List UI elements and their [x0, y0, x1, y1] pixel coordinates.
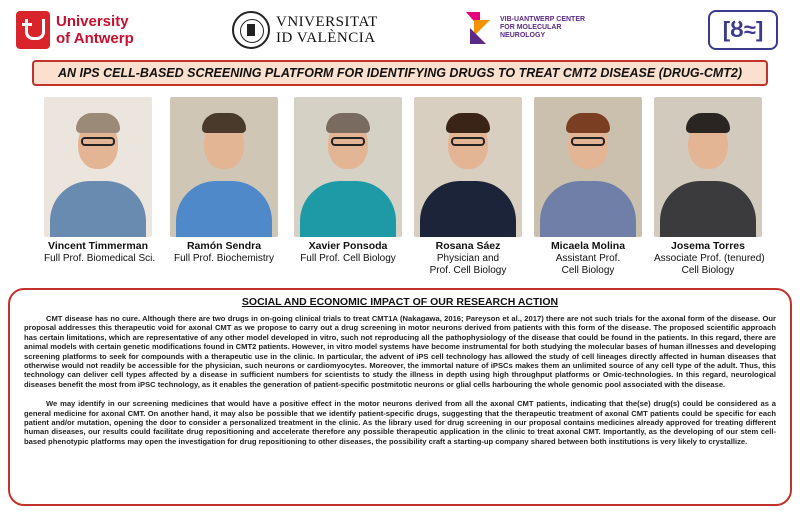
person-photo — [414, 97, 522, 237]
person-photo — [654, 97, 762, 237]
person-name: Vincent Timmerman — [48, 240, 148, 252]
person-card — [414, 97, 522, 277]
impact-heading: SOCIAL AND ECONOMIC IMPACT OF OUR RESEARCH ACTION — [241, 296, 559, 308]
antwerp-logo-line-2: of Antwerp — [56, 30, 134, 47]
impact-paragraph-1: CMT disease has no cure. Although there are two drugs in on-going clinical trials to treat CMT1A (Nakagawa, 2016; Pareyson et al., 2017) there are not such trials for the axonal form of the disease. Our proposal addresses this therapeutic void for axonal CMT as we propose to carry out a drug screening in motor neurons derived from patients with this form of the disease. The proposed scientific approach has certain limitations, which are representative of any other model developed in vitro, such not reproducing all the pathophysiology of the disease that could be found in the patients. In this regard, there are animal models with certain genetic modifications found in CMT2 patients. However, in vitro model systems have become instrumental for both studying the molecular bases of human illnesses and developing screening platforms to seek for compounds with a therapeutic use in the clinic. In particular, the advent of iPS cell technology has allowed the study of cell lineages directly affected in human diseases that otherwise would not readily be accessible for the physician, such neurons or cardiomyocytes. Moreover, the immortal nature of iPSCs makes them an unlimited source of any cell type of the adult. Thus, this technology can deliver cell types affected by a disease in sufficient numbers for scientists to study the illness in depth using high throughput platforms or Omic-technologies. In this regard, neurological diseases benefit the most from iPSC technology, as it enables the generation of patient-specific postmitotic neurons or glial cells harbouring the whole genomic pool associated with the disease. — [24, 314, 776, 389]
person-role: Physician and — [436, 253, 500, 264]
person-role: Full Prof. Biochemistry — [173, 253, 275, 264]
title-banner — [32, 60, 768, 86]
person-role: Cell Biology — [681, 265, 735, 276]
person-name: Xavier Ponsoda — [308, 240, 388, 252]
person-card — [170, 97, 278, 265]
antwerp-logo-line-1: University — [56, 13, 129, 30]
person-card — [44, 97, 156, 265]
person-name: Rosana Sáez — [435, 240, 501, 252]
person-photo — [534, 97, 642, 237]
universitat-valencia-logo — [232, 8, 378, 52]
person-role: Assistant Prof. — [555, 253, 621, 264]
university-of-antwerp-logo — [16, 8, 134, 52]
person-photo — [294, 97, 402, 237]
vib-logo-line-1: VIB-UANTWERP CENTER — [500, 16, 586, 23]
person-card — [534, 97, 642, 277]
vib-logo-line-3: NEUROLOGY — [500, 32, 546, 39]
person-role: Associate Prof. (tenured) — [654, 253, 765, 264]
person-role: Cell Biology — [561, 265, 615, 276]
person-name: Micaela Molina — [550, 240, 626, 252]
vib-uantwerp-logo — [466, 6, 585, 50]
valencia-seal-icon — [232, 11, 270, 49]
person-role: Prof. Cell Biology — [429, 265, 507, 276]
valencia-logo-line-2: ID VALÈNCIA — [276, 30, 376, 46]
person-name: Josema Torres — [671, 240, 745, 252]
vib-logo-icon — [466, 12, 494, 44]
vib-logo-line-2: FOR MOLECULAR — [500, 24, 562, 31]
person-card — [294, 97, 402, 265]
brain-symbol-logo — [708, 10, 778, 50]
person-photo — [44, 97, 152, 237]
valencia-logo-line-1: VNIVERSITAT — [276, 14, 378, 30]
brain-symbol-icon: [ȣ≈] — [722, 17, 764, 42]
person-role: Full Prof. Biomedical Sci. — [44, 253, 156, 264]
person-name: Ramón Sendra — [186, 240, 262, 252]
person-card — [654, 97, 765, 277]
impact-paragraph-2: We may identify in our screening medicines that would have a positive effect in the motor neurons derived from all the axonal CMT patients, indicating that the(se) drug(s) could be considered as a general medicine for axonal CMT. On another hand, it may also be possible that we identify patient-specific drugs, suggesting that the therapeutic treatment of axonal CMT patients could be specific for each patient and/or mutation, opening the door to consider a personalized treatment in the clinic. As the library used for drug screening in our proposal contains medicines already approved for treating different human diseases, our results could facilitate drug repositioning and accelerate therefore any possible therapeutic application in the clinic to treat axonal CMT. Importantly, as the developing of our stem cell-based phenotypic platforms may open the investigation for drug repositioning to other diseases, the possibility craft a starting-up company shared between both institutions is very likely to crystallize. — [24, 399, 776, 446]
page-title: AN IPS CELL-BASED SCREENING PLATFORM FOR IDENTIFYING DRUGS TO TREAT CMT2 DISEASE (DRUG-CMT2) — [57, 66, 743, 80]
person-role: Full Prof. Cell Biology — [300, 253, 396, 264]
person-photo — [170, 97, 278, 237]
impact-section — [8, 288, 792, 506]
antwerp-logo-icon — [16, 11, 50, 49]
